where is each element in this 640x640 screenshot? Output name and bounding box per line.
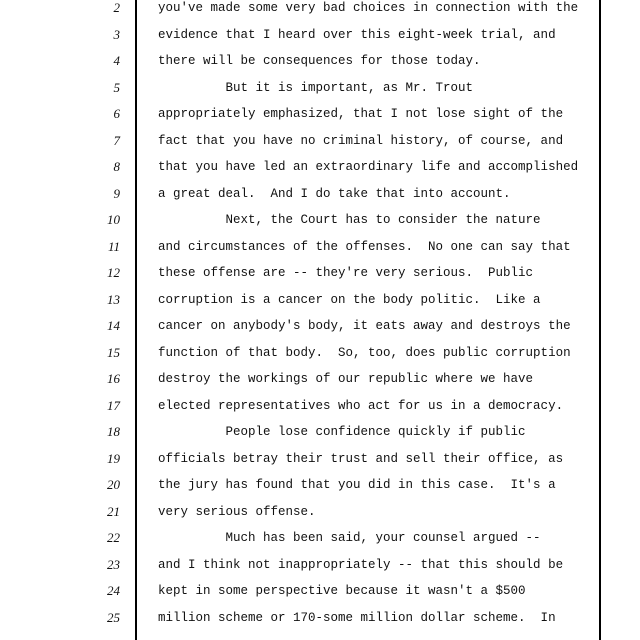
line-number: 15 <box>107 344 120 360</box>
transcript-line <box>0 213 640 240</box>
line-text: appropriately emphasized, that I not lose sight of the <box>158 107 564 121</box>
line-text: Much has been said, your counsel argued -- <box>158 531 541 545</box>
transcript-line <box>0 531 640 558</box>
line-number: 2 <box>113 0 120 15</box>
transcript-line <box>0 399 640 426</box>
transcript-line <box>0 1 640 28</box>
line-text: these offense are -- they're very serious. Public <box>158 266 534 280</box>
line-text: Next, the Court has to consider the nature <box>158 213 541 227</box>
transcript-line <box>0 293 640 320</box>
transcript-line <box>0 240 640 267</box>
line-number: 18 <box>107 424 120 439</box>
transcript-line <box>0 160 640 187</box>
line-text: there will be consequences for those today. <box>158 54 481 68</box>
line-number: 14 <box>107 318 120 333</box>
line-number: 12 <box>107 265 120 280</box>
transcript-line <box>0 505 640 532</box>
line-number: 24 <box>107 583 120 598</box>
transcript-line <box>0 478 640 505</box>
line-text: the jury has found that you did in this case. It's a <box>158 478 556 492</box>
line-text: and I think not inappropriately -- that this should be <box>158 557 564 572</box>
transcript-line <box>0 584 640 611</box>
transcript-line <box>0 28 640 55</box>
line-number: 10 <box>107 212 120 227</box>
transcript-line <box>0 558 640 585</box>
line-number: 23 <box>107 556 120 572</box>
line-number: 8 <box>113 159 120 174</box>
line-number: 13 <box>107 291 120 307</box>
line-number: 25 <box>107 609 120 625</box>
line-number: 3 <box>113 26 120 42</box>
line-text: fact that you have no criminal history, of course, and <box>158 133 564 148</box>
line-text: But it is important, as Mr. Trout <box>158 80 474 95</box>
line-text: that you have led an extraordinary life and accomplished <box>158 160 579 174</box>
line-text: kept in some perspective because it wasn't a $500 <box>158 584 526 598</box>
line-number: 17 <box>107 397 120 413</box>
line-text: million scheme or 170-some million dollar scheme. In <box>158 610 556 625</box>
line-text: you've made some very bad choices in connection with the <box>158 1 579 15</box>
line-number: 11 <box>107 238 120 254</box>
transcript-line <box>0 611 640 638</box>
transcript-line <box>0 54 640 81</box>
transcript-line <box>0 107 640 134</box>
transcript-line <box>0 187 640 214</box>
line-number: 9 <box>113 185 120 201</box>
transcript-line <box>0 134 640 161</box>
line-text: function of that body. So, too, does public corruption <box>158 345 571 360</box>
line-number: 6 <box>113 106 120 121</box>
line-text: officials betray their trust and sell their office, as <box>158 451 564 466</box>
line-text: People lose confidence quickly if public <box>158 425 526 439</box>
line-number: 16 <box>107 371 120 386</box>
transcript-line <box>0 266 640 293</box>
transcript-line <box>0 319 640 346</box>
transcript-line <box>0 452 640 479</box>
transcript-line <box>0 372 640 399</box>
line-number: 4 <box>113 53 120 68</box>
transcript-line <box>0 346 640 373</box>
line-text: cancer on anybody's body, it eats away and destroys the <box>158 319 571 333</box>
line-number: 5 <box>113 79 120 95</box>
transcript-line <box>0 425 640 452</box>
line-text: very serious offense. <box>158 504 316 519</box>
line-number: 20 <box>107 477 120 492</box>
line-text: and circumstances of the offenses. No one can say that <box>158 239 571 254</box>
line-number: 7 <box>113 132 120 148</box>
line-number: 22 <box>107 530 120 545</box>
line-number: 21 <box>107 503 120 519</box>
line-text: corruption is a cancer on the body politic. Like a <box>158 292 541 307</box>
line-text: evidence that I heard over this eight-week trial, and <box>158 27 556 42</box>
line-text: elected representatives who act for us in a democracy. <box>158 398 564 413</box>
line-text: a great deal. And I do take that into account. <box>158 186 511 201</box>
line-text: destroy the workings of our republic where we have <box>158 372 534 386</box>
transcript-line <box>0 81 640 108</box>
line-number: 19 <box>107 450 120 466</box>
